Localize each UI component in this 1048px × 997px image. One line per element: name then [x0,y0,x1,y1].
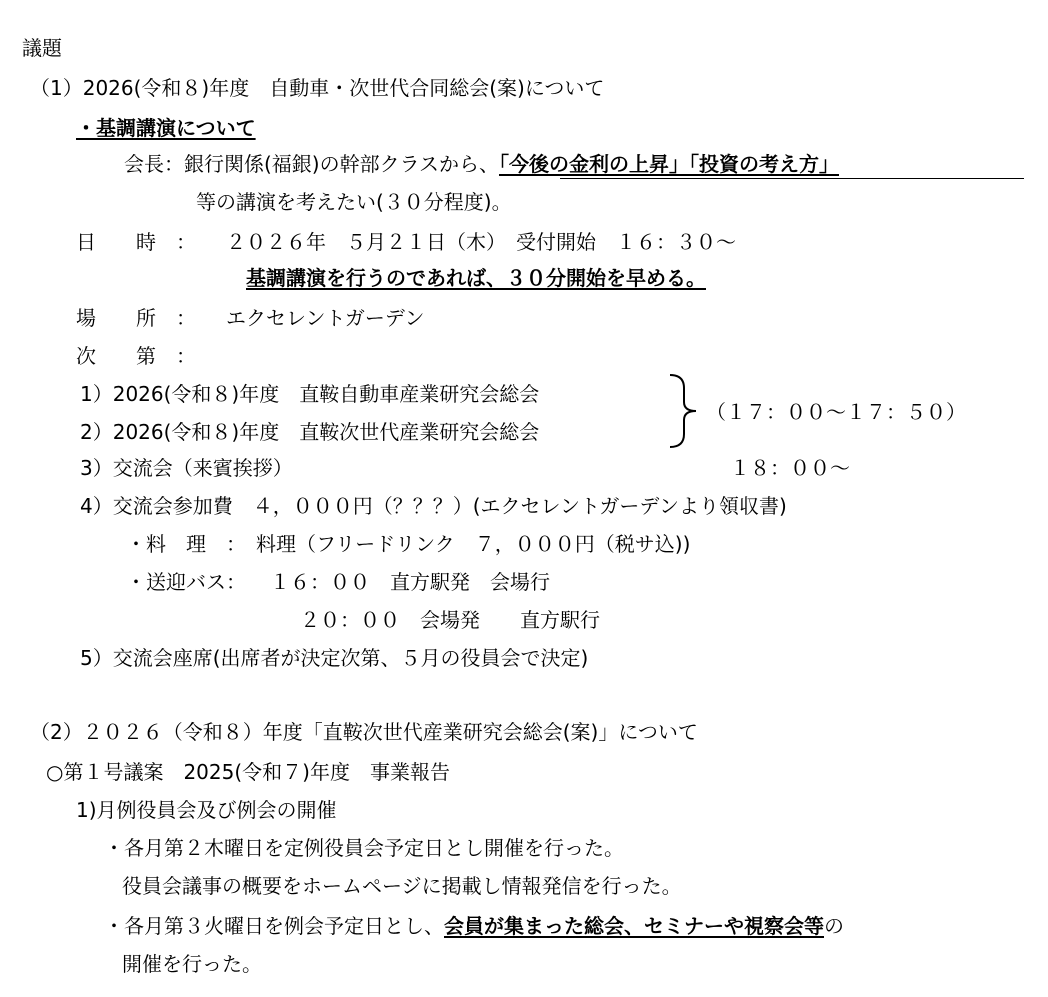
chair-prefix: 会長：銀行関係(福銀)の幹部クラスから、 [124,152,500,176]
order-item-3: 3）交流会（来賓挨拶） [80,456,293,480]
bullet2-line1 [104,914,844,938]
date-note: 基調講演を行うのであれば、３０分開始を早める。 [246,266,706,290]
place-line [76,306,425,330]
item2-title: （2）２０２６（令和８）年度「直鞍次世代産業研究会総会(案)」について [30,720,698,744]
place-label: 場 所 ： [76,306,196,330]
keynote-heading: ・基調講演について [76,116,256,140]
reception-time: １８：００～ [730,456,850,480]
place-value: エクセレントガーデン [226,306,425,330]
bus-schedule-1: １６：００ 直方駅発 会場行 [270,570,550,594]
item1-title: （1）2026(令和８)年度 自動車・次世代合同総会(案)について [30,76,605,100]
order-label: 次 第 ： [76,344,196,368]
curly-brace-icon [662,372,702,450]
bus-line-1 [126,570,550,594]
chair-topics: 「今後の金利の上昇」「投資の考え方」 [499,152,840,176]
agenda-heading: 議題 [22,36,62,60]
chair-underline-extension [560,178,1024,179]
date-value: ２０２６年 ５月２１日（木） 受付開始 １６：３０～ [226,230,736,254]
proposal-line: ○第１号議案 2025(令和７)年度 事業報告 [46,760,450,784]
general-time: （１７：００～１７：５０） [706,400,966,424]
bullet1-line1: ・各月第２木曜日を定例役員会予定日とし開催を行った。 [104,836,624,860]
order-item-1: 1）2026(令和８)年度 直鞍自動車産業研究会総会 [80,382,540,406]
chair-statement [124,152,839,176]
bus-label: ・送迎バス： [126,570,246,594]
order-item-2: 2）2026(令和８)年度 直鞍次世代産業研究会総会 [80,420,540,444]
bullet2-suffix: の [824,914,844,938]
bullet2-line2: 開催を行った。 [122,952,262,976]
order-item-4: 4）交流会参加費 ４，０００円（？？？）(エクセレントガーデンより領収書) [80,494,787,518]
chair-continuation: 等の講演を考えたい(３０分程度)。 [196,190,512,214]
bus-schedule-2: ２０：００ 会場発 直方駅行 [300,608,600,632]
order-item-5: 5）交流会座席(出席者が決定次第、５月の役員会で決定) [80,646,589,670]
food-line: ・料 理 ： 料理（フリードリンク ７，０００円（税サ込)) [126,532,691,556]
bullet1-line2: 役員会議事の概要をホームページに掲載し情報発信を行った。 [122,874,682,898]
date-label: 日 時 ： [76,230,196,254]
bullet2-emphasis: 会員が集まった総会、セミナーや視察会等 [444,914,824,938]
bullet2-prefix: ・各月第３火曜日を例会予定日とし、 [104,914,444,938]
subsection-1: 1)月例役員会及び例会の開催 [76,798,337,822]
date-line [76,230,736,254]
